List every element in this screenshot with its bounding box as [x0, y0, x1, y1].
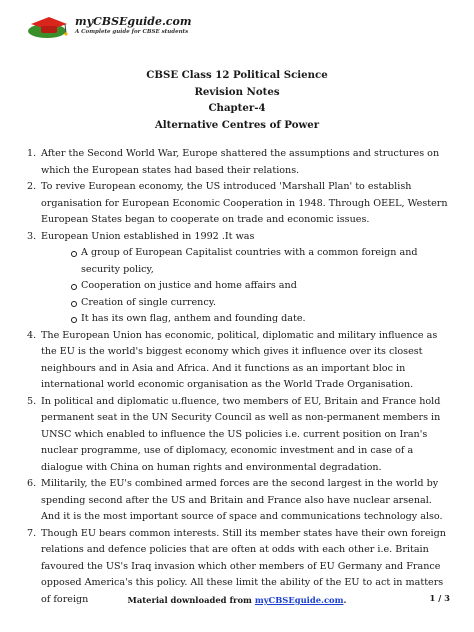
revision-points-list	[27, 146, 452, 608]
point-text: After the Second World War, Europe shattered the assumptions and structures on which the European states had based their relations.	[41, 148, 440, 176]
logo-title: myCBSEguide.com	[75, 15, 192, 28]
chapter-title: Alternative Centres of Power	[154, 118, 320, 131]
list-item	[27, 476, 452, 526]
sub-list-item: Cooperation on justice and home affairs and	[41, 278, 452, 295]
list-item	[27, 394, 452, 477]
point-text: To revive European economy, the US introduced 'Marshall Plan' to establish organisation for European Economic Cooperation in 1948. Through OEEL, Western European States began to cooperate on trade and economic issues.	[41, 181, 448, 225]
document-header	[0, 67, 474, 133]
point-number: 1.	[27, 148, 37, 159]
subject-title: CBSE Class 12 Political Science	[146, 69, 328, 81]
point-text: The European Union has economic, political, diplomatic and military influence as the EU is the world's biggest economy which gives it influence over its closest neighbours and in Asia and Africa. And it functions as an important bloc in international world economic organisation as the World Trade Organisation.	[41, 329, 438, 390]
point-number: 7.	[27, 527, 37, 539]
sub-list	[41, 245, 452, 328]
site-logo	[25, 14, 195, 42]
point-text: European Union established in 1992 .It was	[41, 230, 255, 242]
point-text: Though EU bears common interests. Still its member states have their own foreign relations and defence policies that are often at odds with each other i.e. Britain favoured the US's Iraq invasion which other members of EU Germany and France opposed America's this policy. All these limit the ability of the EU to act in matters of foreign	[41, 527, 446, 605]
point-number: 5.	[27, 395, 37, 407]
footer-prefix: Material downloaded from	[127, 595, 255, 605]
list-item	[27, 229, 452, 328]
point-text: In political and diplomatic u.fluence, two members of EU, Britain and France hold permanent seat in the UN Security Council as well as non-permanent members in UNSC which enabled to influence the US policies i.e. current position on Iran's nuclear programme, use of diplomacy, economic investment and in case of a dialogue with China on human rights and environmental degradation.	[41, 395, 441, 473]
chapter-number: Chapter-4	[208, 102, 266, 114]
page-footer	[0, 595, 474, 605]
list-item	[27, 179, 452, 229]
list-item	[27, 328, 452, 394]
sub-list-item: A group of European Capitalist countries with a common foreign and security policy,	[41, 245, 452, 278]
page-number: 1 / 3	[429, 593, 450, 603]
point-number: 3.	[27, 230, 37, 242]
list-item	[27, 146, 452, 179]
point-text: Militarily, the EU's combined armed forces are the second largest in the world by spending second after the US and Britain and France also have nuclear arsenal. And it is the most important source of space and communications technology also.	[41, 478, 443, 522]
point-number: 4.	[27, 329, 37, 341]
notes-type: Revision Notes	[194, 85, 280, 98]
source-link[interactable]: myCBSEguide.com	[254, 595, 344, 605]
sub-list-item: Creation of single currency.	[41, 295, 452, 312]
point-number: 2.	[27, 181, 37, 192]
graduation-cap-icon	[25, 14, 73, 42]
sub-list-item: It has its own flag, anthem and founding date.	[41, 311, 452, 328]
notes-body	[27, 146, 452, 608]
footer-suffix: .	[343, 595, 347, 605]
logo-tagline: A Complete guide for CBSE students	[75, 29, 189, 35]
point-number: 6.	[27, 478, 37, 489]
